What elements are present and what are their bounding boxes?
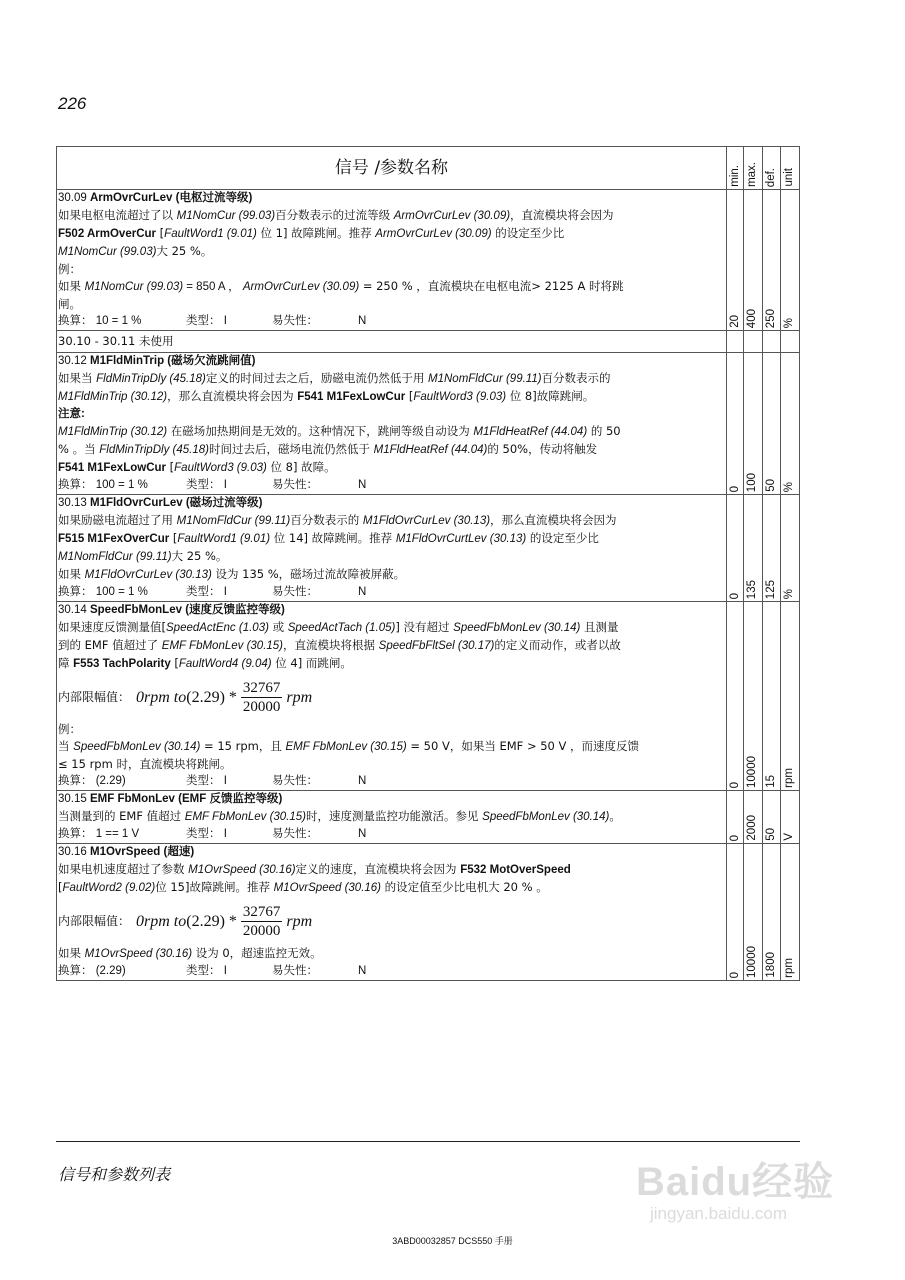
param-unit: % xyxy=(781,190,800,331)
baidu-watermark xyxy=(636,1150,848,1230)
column-header-min: min. xyxy=(727,147,744,190)
column-header-def: def. xyxy=(763,147,781,190)
param-title: 30.09 ArmOvrCurLev (电枢过流等级) xyxy=(58,192,253,204)
column-header-unit: unit xyxy=(781,147,800,190)
param-max: 400 xyxy=(744,190,763,331)
param-min: 0 xyxy=(727,602,744,791)
param-conversion: 换算： (2.29) 类型： I 易失性： N xyxy=(58,965,367,977)
column-header-name: 信号 /参数名称 xyxy=(57,147,727,190)
param-unit: % xyxy=(781,353,800,495)
footer-section-title: 信号和参数列表 xyxy=(58,1165,171,1184)
param-row-30-09 xyxy=(57,190,800,331)
param-min: 0 xyxy=(727,353,744,495)
table-header-row xyxy=(57,147,800,190)
param-conversion: 换算： 1 == 1 V 类型： I 易失性： N xyxy=(58,828,367,840)
column-header-max: max. xyxy=(744,147,763,190)
param-conversion: 换算： (2.29) 类型： I 易失性： N xyxy=(58,775,367,787)
param-conversion: 换算： 100 = 1 % 类型： I 易失性： N xyxy=(58,586,367,598)
param-description: 30.15 EMF FbMonLev (EMF 反馈监控等级) 当测量到的 EMF 值超过 EMF FbMonLev (30.15)时，速度测量监控功能激活。参见 SpeedFbMonLev (30.14)。 换算： 1 == 1 V 类型： I 易失性： N xyxy=(57,791,727,844)
param-unit: V xyxy=(781,791,800,844)
param-max: 135 xyxy=(744,495,763,602)
param-min: 20 xyxy=(727,190,744,331)
param-unit: rpm xyxy=(781,844,800,981)
param-title: 30.16 M1OvrSpeed (超速) xyxy=(58,846,195,858)
param-title: 30.12 M1FldMinTrip (磁场欠流跳闸值) xyxy=(58,355,256,367)
document-code: 3ABD00032857 DCS550 手册 xyxy=(392,1236,513,1246)
param-min: 0 xyxy=(727,495,744,602)
param-max: 10000 xyxy=(744,602,763,791)
param-title: 30.14 SpeedFbMonLev (速度反馈监控等级) xyxy=(58,604,285,616)
param-unit: % xyxy=(781,495,800,602)
param-description: 30.12 M1FldMinTrip (磁场欠流跳闸值) 如果当 FldMinTripDly (45.18)定义的时间过去之后，励磁电流仍然低于用 M1NomFldCur (99.11)百分数表示的 M1FldMinTrip (30.12)，那么直流模块将会因为 F541 M1FexLowCur [FaultWord3 (9.03) 位 8]故障跳闸。 注意: M1FldMinTrip (30.12) 在磁场加热期间是无效的。这种情况下，跳闸等级自动设为 M1FldHeatRef (44.04) 的 50 % 。当 FldMinTripDly (45.18)时间过去后，磁场电流仍然低于 M1FldHeatRef (44.04)的 50%，传动将触发 F541 M1FexLowCur [FaultWord3 (9.03) 位 8] 故障。 换算： 100 = 1 % 类型： I 易失性： N xyxy=(57,353,727,495)
param-unit: rpm xyxy=(781,602,800,791)
parameter-table xyxy=(56,146,800,981)
param-default: 15 xyxy=(763,602,781,791)
param-row-30-14 xyxy=(57,602,800,791)
footer-divider xyxy=(56,1141,800,1142)
page-number: 226 xyxy=(58,94,87,113)
param-default: 1800 xyxy=(763,844,781,981)
param-title: 30.15 EMF FbMonLev (EMF 反馈监控等级) xyxy=(58,793,283,805)
param-max: 2000 xyxy=(744,791,763,844)
param-description: 30.09 ArmOvrCurLev (电枢过流等级) 如果电枢电流超过了以 M1NomCur (99.03)百分数表示的过流等级 ArmOvrCurLev (30.09)，直流模块将会因为 F502 ArmOverCur [FaultWord1 (9.01) 位 1] 故障跳闸。推荐 ArmOvrCurLev (30.09) 的设定至少比 M1NomCur (99.03)大 25 %。 例： 如果 M1NomCur (99.03) = 850 A ， ArmOvrCurLev (30.09) = 250 % ，直流模块在电枢电流> 2125 A 时将跳 闸。 换算： 10 = 1 % 类型： I 易失性： N xyxy=(57,190,727,331)
param-title: 30.13 M1FldOvrCurLev (磁场过流等级) xyxy=(58,497,263,509)
param-row-30-13 xyxy=(57,495,800,602)
param-conversion: 换算： 100 = 1 % 类型： I 易失性： N xyxy=(58,479,367,491)
param-min: 0 xyxy=(727,844,744,981)
watermark-brand: Baidu经验 xyxy=(636,1160,835,1204)
param-max: 100 xyxy=(744,353,763,495)
param-description: 30.14 SpeedFbMonLev (速度反馈监控等级) 如果速度反馈测量值[SpeedActEnc (1.03) 或 SpeedActTach (1.05)] 没有超过 SpeedFbMonLev (30.14) 且测量 到的 EMF 值超过了 EMF FbMonLev (30.15)，直流模块将根据 SpeedFbFltSel (30.17)的定义而动作，或者以故 障 F553 TachPolarity [FaultWord4 (9.04) 位 4] 而跳闸。 内部限幅值： 0rpm to (2.29) * $\frac{32767}{20000}$ rpm 例： 当 SpeedFbMonLev (30.14) = 15 rpm，且 EMF FbMonLev (30.15) = 50 V，如果当 EMF > 50 V ，而速度反馈 ≤ 15 rpm 时，直流模块将跳闸。 换算： (2.29) 类型： I 易失性： N xyxy=(57,602,727,791)
param-default: 50 xyxy=(763,353,781,495)
limit-formula: 内部限幅值： 0rpm to (2.29) * $\frac{32767}{20000}$ rpm xyxy=(58,903,313,939)
param-row-30-10 xyxy=(57,331,800,353)
param-description: 30.16 M1OvrSpeed (超速) 如果电机速度超过了参数 M1OvrSpeed (30.16)定义的速度，直流模块将会因为 F532 MotOverSpeed [FaultWord2 (9.02)位 15]故障跳闸。推荐 M1OvrSpeed (30.16) 的设定值至少比电机大 20 % 。 内部限幅值： 0rpm to (2.29) * $\frac{32767}{20000}$ rpm 如果 M1OvrSpeed (30.16) 设为 0，超速监控无效。 换算： (2.29) 类型： I 易失性： N xyxy=(57,844,727,981)
watermark-url: jingyan.baidu.com xyxy=(650,1204,788,1223)
param-row-30-12 xyxy=(57,353,800,495)
param-default: 250 xyxy=(763,190,781,331)
limit-formula: 内部限幅值： 0rpm to (2.29) * $\frac{32767}{20000}$ rpm xyxy=(58,679,313,715)
param-min: 0 xyxy=(727,791,744,844)
param-conversion: 换算： 10 = 1 % 类型： I 易失性： N xyxy=(58,315,367,327)
param-unused: 30.10 - 30.11 未使用 xyxy=(57,331,727,353)
param-max: 10000 xyxy=(744,844,763,981)
param-row-30-16 xyxy=(57,844,800,981)
param-default: 125 xyxy=(763,495,781,602)
param-row-30-15 xyxy=(57,791,800,844)
param-description: 30.13 M1FldOvrCurLev (磁场过流等级) 如果励磁电流超过了用 M1NomFldCur (99.11)百分数表示的 M1FldOvrCurLev (30.13)，那么直流模块将会因为 F515 M1FexOverCur [FaultWord1 (9.01) 位 14] 故障跳闸。推荐 M1FldOvrCurtLev (30.13) 的设定至少比 M1NomFldCur (99.11)大 25 %。 如果 M1FldOvrCurLev (30.13) 设为 135 %，磁场过流故障被屏蔽。 换算： 100 = 1 % 类型： I 易失性： N xyxy=(57,495,727,602)
param-default: 50 xyxy=(763,791,781,844)
